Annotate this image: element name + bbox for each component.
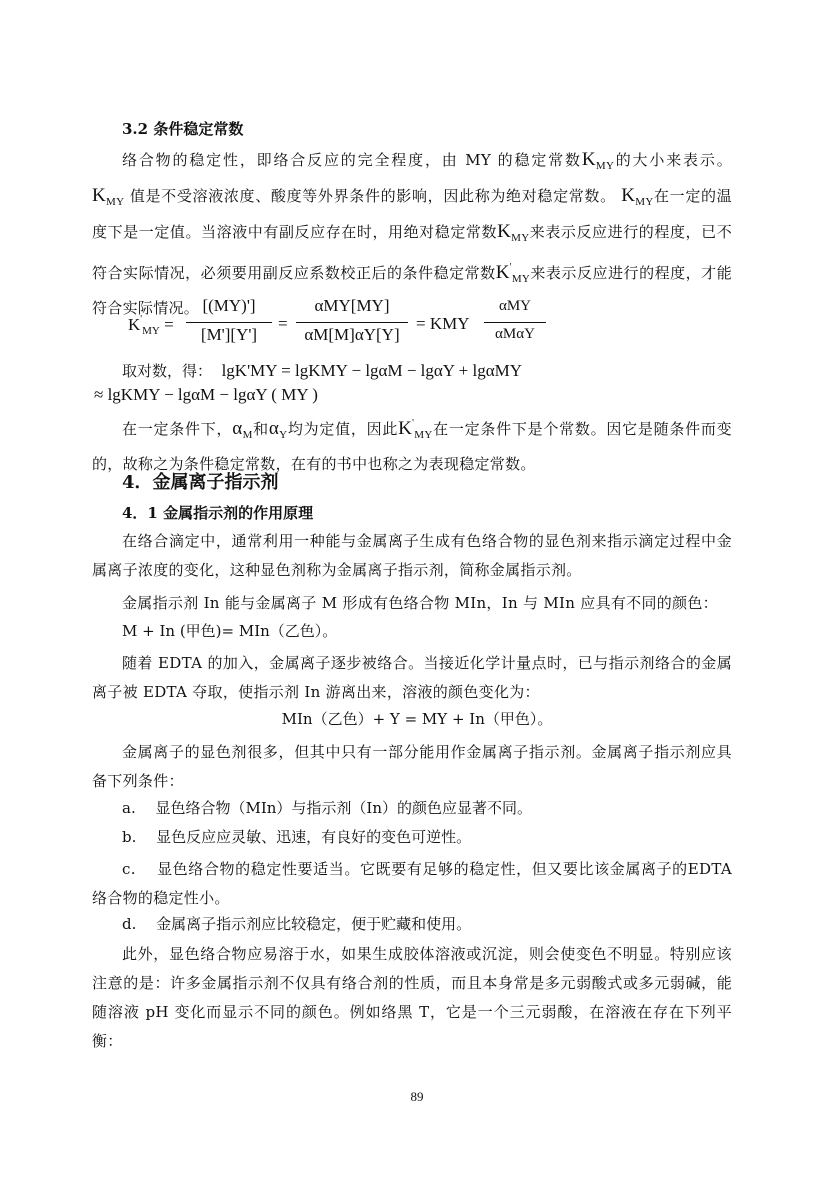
equals-sign: = [278,314,288,333]
equation-min-y: MIn（乙色）+ Y = MY + In（甲色）。 [281,710,553,728]
k-my-symbol: $K_{MY}$ [497,221,530,244]
k-prime-my-symbol: $K'_{MY}$ [398,418,433,441]
list-item: c. 显色络合物的稳定性要适当。它既要有足够的稳定性，但又要比该金属离子的EDTA 络合物的稳定性小。 [92,860,732,907]
alpha-y-symbol: $\alpha_Y$ [268,418,288,441]
paragraph-notes: 此外，显色络合物应易溶于水，如果生成胶体溶液或沉淀，则会使变色不明显。特别应该注意的是：许多金属指示剂不仅具有络合剂的性质，而且本身常是多元弱酸式或多元弱碱，能随溶液 pH 变化而显示不同的颜色。例如络黑 T，它是一个三元弱酸，在溶液在存在下列平衡： [92,945,732,1050]
fraction-1-denominator: [M'][Y'] [200,325,258,344]
alpha-m-symbol: $\alpha_M$ [232,418,253,441]
conditional-constant-formula [128,296,535,358]
fraction-3-numerator: αMY [498,298,532,314]
fraction-bar [186,322,272,323]
section-heading-3-2: 3.2 条件稳定常数 [122,120,244,138]
fraction-2-numerator: αMY[MY] [314,296,390,315]
log-line: 取对数，得： lgK'MY = lgKMY − lgαM − lgαY + lgαMY [122,361,523,380]
paragraph-conditions-intro: 金属离子的显色剂很多，但其中只有一部分能用作金属离子指示剂。金属离子指示剂应具备下列条件： [92,743,732,790]
list-item: b. 显色反应应灵敏、迅速，有良好的变色可逆性。 [122,828,472,846]
paragraph-indicator-in: 金属指示剂 In 能与金属离子 M 形成有色络合物 MIn，In 与 MIn 应具有不同的颜色： [122,594,718,612]
paragraph-edta: 随着 EDTA 的加入，金属离子逐步被络合。当接近化学计量点时，已与指示剂络合的金属离子被 EDTA 夺取，使指示剂 In 游离出来，溶液的颜色变化为： [92,654,732,701]
log-approx-line: ≈ lgKMY − lgαM − lgαY ( MY ) [94,385,318,404]
fraction-2-denominator: αM[M]αY[Y] [304,325,400,344]
k-my-symbol: $K_{MY}$ [621,185,654,208]
page-number: 89 [410,1089,424,1104]
list-item: a. 显色络合物（MIn）与指示剂（In）的颜色应显著不同。 [122,799,533,817]
fraction-3-denominator: αMαY [495,326,535,342]
k-prime-my-symbol: $K'_{MY}$ [495,262,531,285]
section-heading-4-1: 4．1 金属指示剂的作用原理 [122,504,314,522]
paragraph-conditional-constant: 在一定条件下，$\alpha_M$和$\alpha_Y$均为定值，因此$K'_{MY}$在一定条件下是个常数。因它是随条件而变的，故称之为条件稳定常数，在有的书中也称之为表现稳定常数。 [92,418,732,473]
section-heading-4: 4．金属离子指示剂 [122,472,279,493]
fraction-bar [484,322,546,323]
fraction-1-numerator: [(MY)'] [202,296,256,315]
equation-m-in: M + In (甲色)= MIn（乙色）。 [122,622,338,640]
equals-k-my: = KMY [416,314,470,333]
list-item: d. 金属离子指示剂应比较稳定，便于贮藏和使用。 [122,915,472,933]
k-my-symbol: $K_{MY}$ [581,149,615,172]
paragraph-stability: 络合物的稳定性，即络合反应的完全程度，由 MY 的稳定常数$K_{MY}$的大小来表示。 $K_{MY}$ 值是不受溶液浓度、酸度等外界条件的影响，因此称为绝对稳定常数。 $K_{MY}$在一定的温度下是一定值。当溶液中有副反应存在时，用绝对稳定常数$K_{MY}$来表示反应进行的程度，已不符合实际情况，必须要用副反应系数校正后的条件稳定常数$K'_{MY}$来表示反应进行的程度，才能符合实际情况。 [92,149,733,317]
formula-lhs: $K'_{MY}$ = [128,314,174,337]
k-my-symbol: $K_{MY}$ [92,185,125,208]
paragraph-principle: 在络合滴定中，通常利用一种能与金属离子生成有色络合物的显色剂来指示滴定过程中金属离子浓度的变化，这种显色剂称为金属离子指示剂，简称金属指示剂。 [92,532,732,579]
fraction-bar [296,322,408,323]
